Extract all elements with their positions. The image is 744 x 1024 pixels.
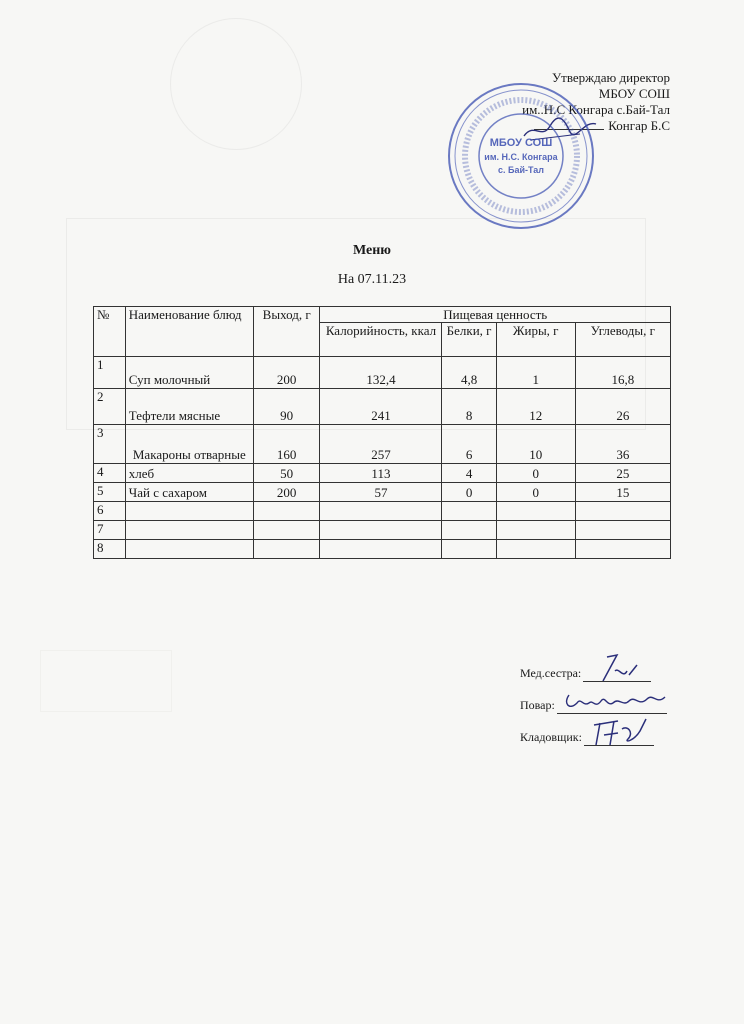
cell-protein: [442, 521, 496, 540]
cell-kcal: 113: [320, 464, 442, 483]
cell-kcal: [320, 521, 442, 540]
header-nutrition: Пищевая ценность: [320, 307, 671, 323]
signature-row-storekeeper: [520, 714, 667, 746]
cell-output: [253, 502, 320, 521]
cell-carbs: 36: [575, 425, 670, 464]
cell-fat: 1: [496, 357, 575, 389]
signature-block: [520, 650, 667, 746]
cell-num: 6: [94, 502, 126, 521]
director-name: Конгар Б.С: [608, 118, 670, 133]
cell-kcal: 241: [320, 389, 442, 425]
cell-kcal: [320, 540, 442, 559]
approval-line-3: им..Н.С Конгара с.Бай-Тал: [522, 102, 670, 117]
nurse-signature: [593, 651, 653, 685]
menu-table: [93, 306, 671, 559]
signature-row-nurse: [520, 650, 667, 682]
storekeeper-label: Кладовщик:: [520, 730, 582, 744]
stamp-text-1: МБОУ СОШ: [489, 137, 553, 149]
table-row: [94, 357, 671, 389]
cell-protein: [442, 540, 496, 559]
cell-output: [253, 540, 320, 559]
cell-carbs: [575, 502, 670, 521]
cook-signature-line: [557, 699, 667, 714]
bleed-through-block: [40, 650, 172, 712]
table-row: [94, 464, 671, 483]
header-num: №: [94, 307, 126, 357]
cell-kcal: [320, 502, 442, 521]
cell-carbs: 15: [575, 483, 670, 502]
table-row: [94, 540, 671, 559]
cell-output: 160: [253, 425, 320, 464]
cell-name: Суп молочный: [125, 357, 253, 389]
cell-output: 50: [253, 464, 320, 483]
approval-line-1: Утверждаю директор: [551, 70, 670, 85]
header-fat: Жиры, г: [496, 323, 575, 357]
cook-label: Повар:: [520, 698, 555, 712]
cell-output: 200: [253, 483, 320, 502]
cell-carbs: [575, 521, 670, 540]
cell-fat: [496, 502, 575, 521]
cell-num: 8: [94, 540, 126, 559]
table-row: [94, 425, 671, 464]
stamp-text-2: им. Н.С. Конгара: [484, 152, 558, 162]
header-protein: Белки, г: [442, 323, 496, 357]
cell-fat: [496, 540, 575, 559]
cell-name: Тефтели мясные: [125, 389, 253, 425]
header-kcal: Калорийность, ккал: [320, 323, 442, 357]
cell-output: 90: [253, 389, 320, 425]
storekeeper-signature-line: [584, 731, 654, 746]
header-carbs: Углеводы, г: [575, 323, 670, 357]
cook-signature: [561, 685, 671, 715]
cell-name: [125, 540, 253, 559]
cell-kcal: 57: [320, 483, 442, 502]
table-row: [94, 483, 671, 502]
cell-output: [253, 521, 320, 540]
cell-carbs: 16,8: [575, 357, 670, 389]
storekeeper-signature: [588, 715, 654, 749]
cell-protein: 6: [442, 425, 496, 464]
cell-name: [125, 521, 253, 540]
cell-protein: 8: [442, 389, 496, 425]
cell-fat: 0: [496, 464, 575, 483]
table-row: [94, 521, 671, 540]
cell-carbs: 26: [575, 389, 670, 425]
cell-num: 5: [94, 483, 126, 502]
cell-fat: [496, 521, 575, 540]
cell-name: Макароны отварные: [125, 425, 253, 464]
cell-num: 3: [94, 425, 126, 464]
official-stamp: [445, 80, 597, 232]
nurse-signature-line: [583, 667, 651, 682]
cell-carbs: [575, 540, 670, 559]
cell-carbs: 25: [575, 464, 670, 483]
header-name: Наименование блюд: [125, 307, 253, 357]
cell-protein: [442, 502, 496, 521]
cell-name: [125, 502, 253, 521]
cell-protein: 4: [442, 464, 496, 483]
cell-num: 1: [94, 357, 126, 389]
cell-fat: 0: [496, 483, 575, 502]
bleed-through-stamp: [170, 18, 302, 150]
cell-kcal: 257: [320, 425, 442, 464]
header-output: Выход, г: [253, 307, 320, 357]
cell-name: Чай с сахаром: [125, 483, 253, 502]
nurse-label: Мед.сестра:: [520, 666, 582, 680]
cell-protein: 0: [442, 483, 496, 502]
cell-fat: 10: [496, 425, 575, 464]
cell-kcal: 132,4: [320, 357, 442, 389]
cell-num: 2: [94, 389, 126, 425]
stamp-text-3: с. Бай-Тал: [497, 165, 545, 175]
table-row: [94, 502, 671, 521]
cell-name: хлеб: [125, 464, 253, 483]
table-row: [94, 389, 671, 425]
document-title: Меню: [352, 243, 391, 258]
cell-output: 200: [253, 357, 320, 389]
cell-fat: 12: [496, 389, 575, 425]
approval-line-2: МБОУ СОШ: [598, 86, 670, 101]
signature-row-cook: [520, 682, 667, 714]
cell-num: 4: [94, 464, 126, 483]
document-date: На 07.11.23: [337, 272, 407, 287]
cell-protein: 4,8: [442, 357, 496, 389]
cell-num: 7: [94, 521, 126, 540]
